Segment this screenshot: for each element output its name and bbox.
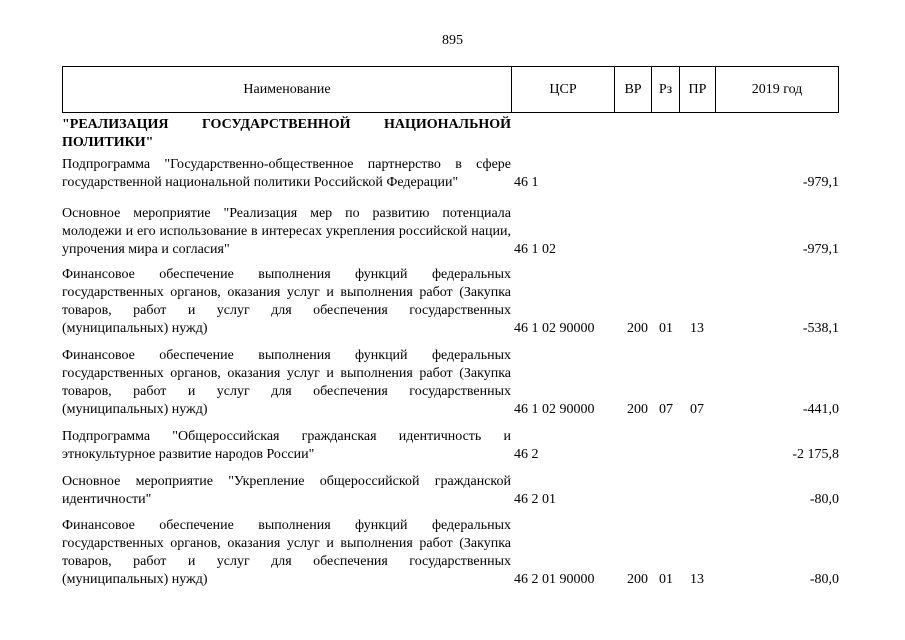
row-vr: 200 <box>627 402 648 417</box>
table-row <box>62 473 839 509</box>
row-pr: 07 <box>690 402 704 417</box>
row-csr: 46 2 01 90000 <box>514 572 595 587</box>
section-title-line1: "РЕАЛИЗАЦИЯ ГОСУДАРСТВЕННОЙ НАЦИОНАЛЬНОЙ <box>62 117 511 132</box>
header-csr: ЦСР <box>512 67 615 112</box>
page-number: 895 <box>442 33 463 48</box>
row-name: Подпрограмма "Государственно-общественное партнерство в сфере государственной национальной политики Российской Федерации" <box>62 157 511 190</box>
row-rz: 01 <box>659 321 673 336</box>
table-row <box>62 347 839 419</box>
header-vr: ВР <box>615 67 652 112</box>
header-rz: Рз <box>652 67 680 112</box>
row-amount: -2 175,8 <box>792 447 839 462</box>
row-amount: -538,1 <box>802 321 839 336</box>
row-csr: 46 1 02 90000 <box>514 402 595 417</box>
row-name: Финансовое обеспечение выполнения функций федеральных государственных органов, оказания услуг и выполнения работ (Закупка товаров, работ и услуг для обеспечения государственных (муниципальных) нужд) <box>62 348 511 417</box>
header-pr: ПР <box>680 67 716 112</box>
row-amount: -80,0 <box>809 572 839 587</box>
row-amount: -979,1 <box>802 242 839 257</box>
row-pr: 13 <box>690 321 704 336</box>
row-csr: 46 2 01 <box>514 492 556 507</box>
row-name: Финансовое обеспечение выполнения функций федеральных государственных органов, оказания услуг и выполнения работ (Закупка товаров, работ и услуг для обеспечения государственных (муниципальных) нужд) <box>62 518 511 587</box>
row-rz: 07 <box>659 402 673 417</box>
section-title-line2: ПОЛИТИКИ" <box>62 135 154 150</box>
row-csr: 46 1 02 90000 <box>514 321 595 336</box>
row-name: Основное мероприятие "Укрепление общероссийской гражданской идентичности" <box>62 474 511 507</box>
row-csr: 46 1 <box>514 175 539 190</box>
row-pr: 13 <box>690 572 704 587</box>
header-name: Наименование <box>63 67 512 112</box>
header-year: 2019 год <box>751 81 803 97</box>
table-row <box>62 266 839 338</box>
row-rz: 01 <box>659 572 673 587</box>
section-title <box>62 116 839 152</box>
row-name: Основное мероприятие "Реализация мер по развитию потенциала молодежи и его использование в интересах укрепления российской нации, упрочения мира и согласия" <box>62 206 511 257</box>
row-name: Подпрограмма "Общероссийская гражданская идентичность и этнокультурное развитие народов России" <box>62 429 511 462</box>
row-name: Финансовое обеспечение выполнения функций федеральных государственных органов, оказания услуг и выполнения работ (Закупка товаров, работ и услуг для обеспечения государственных (муниципальных) нужд) <box>62 267 511 336</box>
row-csr: 46 1 02 <box>514 242 556 257</box>
row-csr: 46 2 <box>514 447 539 462</box>
table-row <box>62 517 839 589</box>
row-amount: -979,1 <box>802 175 839 190</box>
row-vr: 200 <box>627 572 648 587</box>
row-amount: -441,0 <box>802 402 839 417</box>
table-row <box>62 156 839 192</box>
table-header <box>62 66 839 113</box>
row-amount: -80,0 <box>809 492 839 507</box>
table-row <box>62 205 839 259</box>
table-row <box>62 428 839 464</box>
row-vr: 200 <box>627 321 648 336</box>
